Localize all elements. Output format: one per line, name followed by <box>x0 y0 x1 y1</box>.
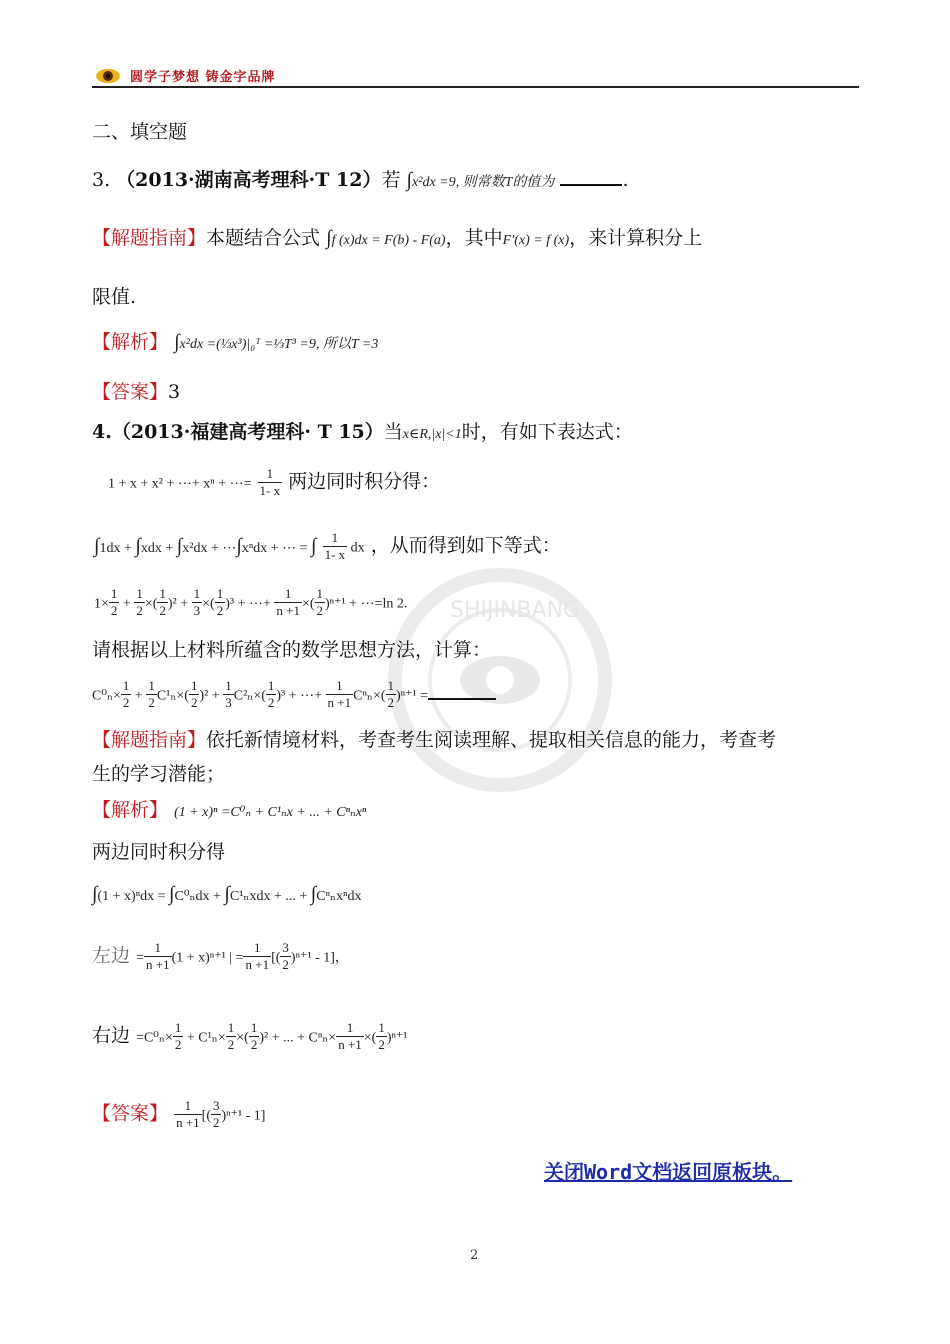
q4-guide <box>92 728 776 752</box>
q4-identity-line: 1× $\frac{1}{2}$ + $\frac{1}{2}$ ×( $\frac{1}{2}$ )² + $\frac{1}{3}$ ×( $\frac{1}{2}$ )³ + ⋯+ $\frac{1}{n +1}$ ×( $\frac{1}{2}$ )ⁿ⁺¹ + ⋯=ln 2. <box>94 586 408 618</box>
q4-guide-text1: 依托新情境材料，考查考生阅读理解、提取相关信息的能力，考查考 <box>206 729 777 751</box>
q4-left-label: 左边 <box>92 944 131 967</box>
q4-guide-text2: 生的学习潜能； <box>92 763 226 785</box>
return-link[interactable]: 关闭Word文档返回原板块。 <box>544 1160 793 1184</box>
page-number: 2 <box>470 1248 479 1263</box>
q4-integrals-text: ，从而得到如下等式： <box>370 534 561 557</box>
q4-source: （2013·福建高考理科· T 15） <box>111 421 384 443</box>
q3-guide-text2: ，其中 <box>445 227 503 249</box>
q3-answer-value: 3 <box>168 381 181 403</box>
q4-answer: 【答案】 $\frac{1}{n +1}$ [( $\frac{3}{2}$ )ⁿ⁺¹ - 1] <box>92 1098 266 1130</box>
q3-guide-text1: 本题结合公式 <box>206 227 321 249</box>
q4-answer-tag: 【答案】 <box>92 1102 169 1125</box>
q3-lead: 若 <box>381 169 401 191</box>
q4-lead: 当 <box>383 421 403 443</box>
q4-solution-tag: 【解析】 <box>92 799 169 821</box>
q3-answer <box>92 380 180 404</box>
question-4 <box>92 420 633 447</box>
q3-guide-formula2: F′(x) = f (x) <box>502 233 570 248</box>
q3-source: （2013·湖南高考理科·T 12） <box>116 169 382 191</box>
q3-solution-formula: x²dx =(⅓x³)|₀ᵀ =⅓T³ =9, 所以T =3 <box>179 337 379 352</box>
q4-integrals-line: ∫1dx + ∫xdx + ∫x²dx + ⋯∫xⁿdx + ⋯ = ∫ $\frac{1}{1- x}$ dx ，从而得到如下等式： <box>94 530 561 562</box>
section-title: 二、填空题 <box>92 121 188 143</box>
header-slogan: 圆学子梦想 铸金字品牌 <box>130 70 276 85</box>
q3-guide-text4: 限值. <box>92 286 137 308</box>
watermark-text: SHIJINBANG <box>450 598 581 623</box>
logo-icon <box>94 66 122 84</box>
answer-blank-2 <box>428 680 496 700</box>
q3-solution: 【解析】 ∫x²dx =(⅓x³)|₀ᵀ =⅓T³ =9, 所以T =3 <box>92 331 379 353</box>
q4-integral-line: ∫(1 + x)ⁿdx = ∫C⁰ₙdx + ∫C¹ₙxdx + ... + ∫Cⁿₙxⁿdx <box>92 883 362 905</box>
answer-blank <box>560 166 622 186</box>
header-rule <box>92 86 859 88</box>
q4-series: 1 + x + x² + ⋯+ xⁿ + ⋯= <box>108 476 252 492</box>
q4-solution-step: 两边同时积分得 <box>92 841 226 863</box>
q4-identity: =ln 2. <box>374 596 408 612</box>
q4-text: 时，有如下表达式： <box>461 421 633 443</box>
q4-cond: x∈R,|x|<1 <box>402 427 462 442</box>
q3-guide-formula1: f (x)dx = F(b) - F(a) <box>331 233 446 248</box>
q4-series-text: 两边同时积分得： <box>288 470 441 493</box>
q4-right-line: 右边 =C⁰ₙ× $\frac{1}{2}$ + C¹ₙ× $\frac{1}{2}$ ×( $\frac{1}{2}$ )² + ... + Cⁿₙ× $\frac{1}{n +1}$ ×( $\frac{1}{2}$ )ⁿ⁺¹ <box>92 1020 408 1052</box>
q4-solution-expand: (1 + x)ⁿ =C⁰ₙ + C¹ₙx + ... + Cⁿₙxⁿ <box>174 805 367 820</box>
q3-guide-text3: ，来计算积分上 <box>569 227 703 249</box>
q4-series-line: 1 + x + x² + ⋯+ xⁿ + ⋯= $\frac{1}{1- x}$ 两边同时积分得： <box>108 466 441 498</box>
q3-answer-tag: 【答案】 <box>92 381 169 403</box>
q4-left-line: 左边 = $\frac{1}{n +1}$ (1 + x)ⁿ⁺¹ | = $\frac{1}{n +1}$ [( $\frac{3}{2}$ )ⁿ⁺¹ - 1]， <box>92 940 349 972</box>
q3-solution-tag: 【解析】 <box>92 331 169 353</box>
q4-ask: 请根据以上材料所蕴含的数学思想方法，计算： <box>92 639 492 661</box>
q4-number: 4. <box>92 421 112 443</box>
q4-target-line: C⁰ₙ× $\frac{1}{2}$ + $\frac{1}{2}$ C¹ₙ×( $\frac{1}{2}$ )² + $\frac{1}{3}$ C²ₙ×( $\frac{1}{2}$ )³ + ⋯+ $\frac{1}{n +1}$ Cⁿₙ×( $\frac{1}{2}$ )ⁿ⁺¹ = <box>92 678 496 711</box>
q3-guide-tag: 【解题指南】 <box>92 227 207 249</box>
q3-end: . <box>622 169 629 191</box>
q4-guide-tag: 【解题指南】 <box>92 729 207 751</box>
q3-number: 3. <box>92 169 117 191</box>
q4-solution <box>92 798 366 825</box>
question-3: 3. （2013·湖南高考理科·T 12）若 ∫x²dx =9, 则常数T的值为 . <box>92 166 628 195</box>
q3-guide: 【解题指南】本题结合公式 ∫f (x)dx = F(b) - F(a)，其中F′(x) = f (x)，来计算积分上 <box>92 227 703 249</box>
q3-formula: x²dx =9, 则常数T的值为 <box>412 175 555 190</box>
q4-right-label: 右边 <box>92 1024 131 1047</box>
